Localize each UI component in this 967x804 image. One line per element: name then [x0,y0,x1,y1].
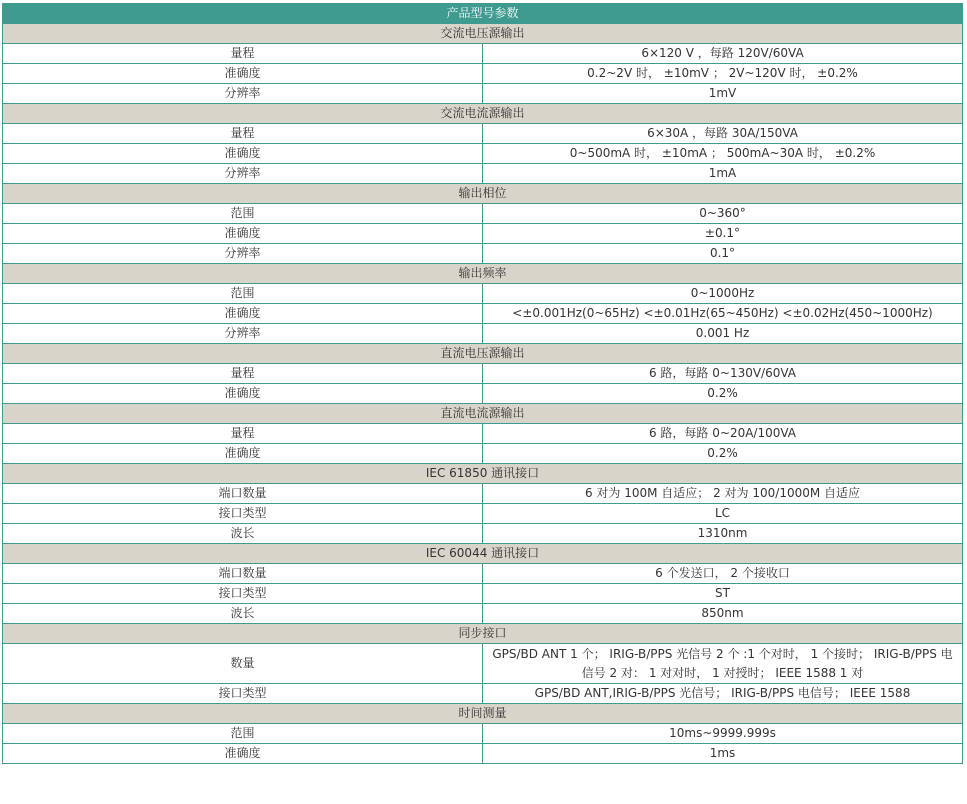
table-row [3,444,963,464]
param-value: 0.2% [483,384,963,404]
table-row [3,324,963,344]
param-value: 10ms~9999.999s [483,724,963,744]
section-header-row [3,104,963,124]
table-row [3,524,963,544]
section-header-row [3,264,963,284]
table-row [3,564,963,584]
table-row [3,44,963,64]
spec-table [2,3,963,764]
param-value: 6 个发送口， 2 个接收口 [483,564,963,584]
table-row [3,584,963,604]
param-label: 波长 [3,604,483,624]
param-label: 准确度 [3,64,483,84]
table-row [3,684,963,704]
table-row [3,744,963,764]
section-heading: 交流电压源输出 [3,24,963,44]
table-row [3,244,963,264]
param-label: 接口类型 [3,584,483,604]
param-value: <±0.001Hz(0~65Hz) <±0.01Hz(65~450Hz) <±0.02Hz(450~1000Hz) [483,304,963,324]
section-header-row [3,464,963,484]
section-heading: 直流电流源输出 [3,404,963,424]
param-value: 0.2% [483,444,963,464]
table-row [3,484,963,504]
param-label: 接口类型 [3,504,483,524]
param-value: 1310nm [483,524,963,544]
table-row [3,144,963,164]
param-value: 0.2~2V 时， ±10mV ； 2V~120V 时， ±0.2% [483,64,963,84]
param-value: GPS/BD ANT,IRIG-B/PPS 光信号； IRIG-B/PPS 电信号； IEEE 1588 [483,684,963,704]
table-row [3,284,963,304]
section-header-row [3,184,963,204]
table-row [3,644,963,684]
table-row [3,224,963,244]
table-title-row [3,4,963,24]
spec-table-body [3,4,963,764]
param-label: 范围 [3,204,483,224]
param-label: 分辨率 [3,164,483,184]
section-header-row [3,344,963,364]
param-label: 范围 [3,284,483,304]
param-value: ±0.1° [483,224,963,244]
section-heading: 交流电流源输出 [3,104,963,124]
table-title: 产品型号参数 [3,4,963,24]
table-row [3,164,963,184]
param-label: 接口类型 [3,684,483,704]
section-heading: 直流电压源输出 [3,344,963,364]
param-label: 准确度 [3,224,483,244]
table-row [3,604,963,624]
table-row [3,364,963,384]
param-label: 量程 [3,44,483,64]
param-value: 850nm [483,604,963,624]
section-header-row [3,544,963,564]
param-value: 0.1° [483,244,963,264]
section-heading: 输出频率 [3,264,963,284]
param-label: 准确度 [3,444,483,464]
table-row [3,84,963,104]
param-label: 量程 [3,124,483,144]
param-value: 6 路，每路 0~130V/60VA [483,364,963,384]
param-value: LC [483,504,963,524]
param-value: 6 路，每路 0~20A/100VA [483,424,963,444]
table-row [3,424,963,444]
section-heading: IEC 61850 通讯接口 [3,464,963,484]
param-label: 准确度 [3,744,483,764]
param-label: 端口数量 [3,484,483,504]
param-label: 分辨率 [3,84,483,104]
table-row [3,124,963,144]
section-header-row [3,24,963,44]
table-row [3,724,963,744]
param-value: 0~500mA 时， ±10mA ； 500mA~30A 时， ±0.2% [483,144,963,164]
param-label: 准确度 [3,304,483,324]
param-value: ST [483,584,963,604]
param-value: 1ms [483,744,963,764]
param-label: 分辨率 [3,244,483,264]
param-label: 量程 [3,424,483,444]
param-value: 1mV [483,84,963,104]
section-header-row [3,704,963,724]
param-value: GPS/BD ANT 1 个； IRIG-B/PPS 光信号 2 个 :1 个对时， 1 个接时； IRIG-B/PPS 电信号 2 对： 1 对对时， 1 对授时； IEEE 1588 1 对 [483,644,963,684]
param-value: 6×30A ，每路 30A/150VA [483,124,963,144]
param-value: 6×120 V ，每路 120V/60VA [483,44,963,64]
table-row [3,304,963,324]
param-value: 0~1000Hz [483,284,963,304]
section-heading: IEC 60044 通讯接口 [3,544,963,564]
table-row [3,204,963,224]
table-row [3,384,963,404]
param-label: 分辨率 [3,324,483,344]
table-row [3,64,963,84]
param-value: 6 对为 100M 自适应； 2 对为 100/1000M 自适应 [483,484,963,504]
param-label: 准确度 [3,384,483,404]
param-label: 量程 [3,364,483,384]
param-value: 0~360° [483,204,963,224]
param-label: 范围 [3,724,483,744]
section-header-row [3,624,963,644]
table-row [3,504,963,524]
param-label: 波长 [3,524,483,544]
section-heading: 输出相位 [3,184,963,204]
param-label: 端口数量 [3,564,483,584]
section-heading: 同步接口 [3,624,963,644]
param-value: 1mA [483,164,963,184]
param-value: 0.001 Hz [483,324,963,344]
section-header-row [3,404,963,424]
param-label: 准确度 [3,144,483,164]
section-heading: 时间测量 [3,704,963,724]
param-label: 数量 [3,644,483,684]
